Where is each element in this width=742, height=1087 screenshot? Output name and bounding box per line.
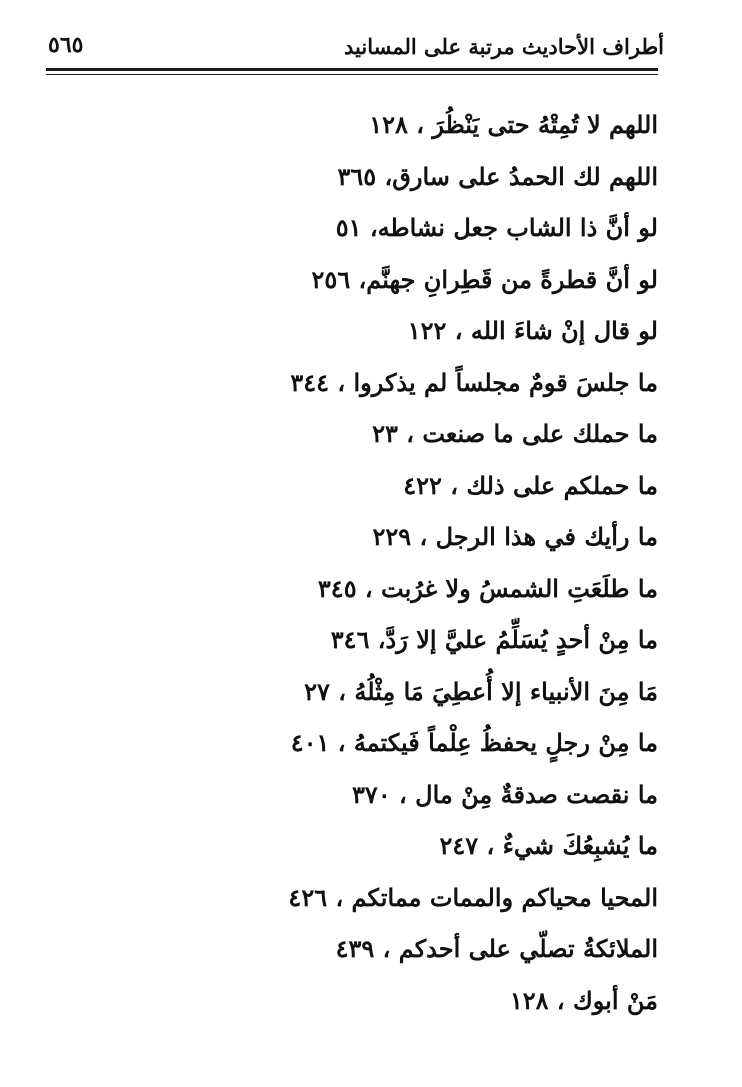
index-entry: لو أنَّ ذا الشاب جعل نشاطه، ٥١ (335, 213, 658, 242)
index-entry: اللهم لا تُمِتْهُ حتى يَنْظُرَ ، ١٢٨ (369, 110, 658, 139)
index-entry: مَا مِنَ الأنبياء إلا أُعطِيَ مَا مِثْلُهُ ، ٢٧ (304, 676, 658, 706)
index-entry: المحيا محياكم والممات مماتكم ، ٤٢٦ (288, 882, 658, 912)
index-entry: لو أنَّ قطرةً من قَطِرانِ جهنَّم، ٢٥٦ (311, 264, 658, 294)
running-title: أطراف الأحاديث مرتبة على المسانيد (344, 34, 664, 59)
index-entry: لو قال إنْ شاءَ الله ، ١٢٢ (407, 316, 658, 345)
page-number: ٥٦٥ (48, 32, 84, 58)
page-header (46, 28, 664, 68)
header-rule-thick (46, 68, 658, 71)
index-entry: ما يُشبِعُكَ شيءٌ ، ٢٤٧ (439, 831, 658, 860)
index-entry: ما جلسَ قومٌ مجلساً لم يذكروا ، ٣٤٤ (290, 367, 658, 397)
index-entry: ما حملكم على ذلك ، ٤٢٢ (403, 470, 658, 500)
index-entry: ما مِنْ أحدٍ يُسَلِّمُ عليَّ إلا رَدَّ، ٣٤٦ (330, 625, 658, 654)
index-entry: ما مِنْ رجلٍ يحفظُ عِلْماً فَيكتمهُ ، ٤٠١ (290, 728, 658, 757)
hadith-index-list (98, 103, 658, 1030)
header-rule-thin (46, 74, 658, 75)
index-entry: ما حملك على ما صنعت ، ٢٣ (372, 419, 658, 448)
index-entry: ما رأيك في هذا الرجل ، ٢٢٩ (372, 522, 658, 551)
index-entry: مَنْ أبوك ، ١٢٨ (509, 985, 658, 1015)
index-entry: اللهم لك الحمدُ على سارق، ٣٦٥ (337, 161, 658, 191)
index-entry: الملائكةُ تصلّي على أحدكم ، ٤٣٩ (335, 934, 658, 963)
index-entry: ما نقصت صدقةٌ مِنْ مال ، ٣٧٠ (352, 779, 658, 809)
index-entry: ما طلَعَتِ الشمسُ ولا غرُبت ، ٣٤٥ (317, 573, 658, 603)
